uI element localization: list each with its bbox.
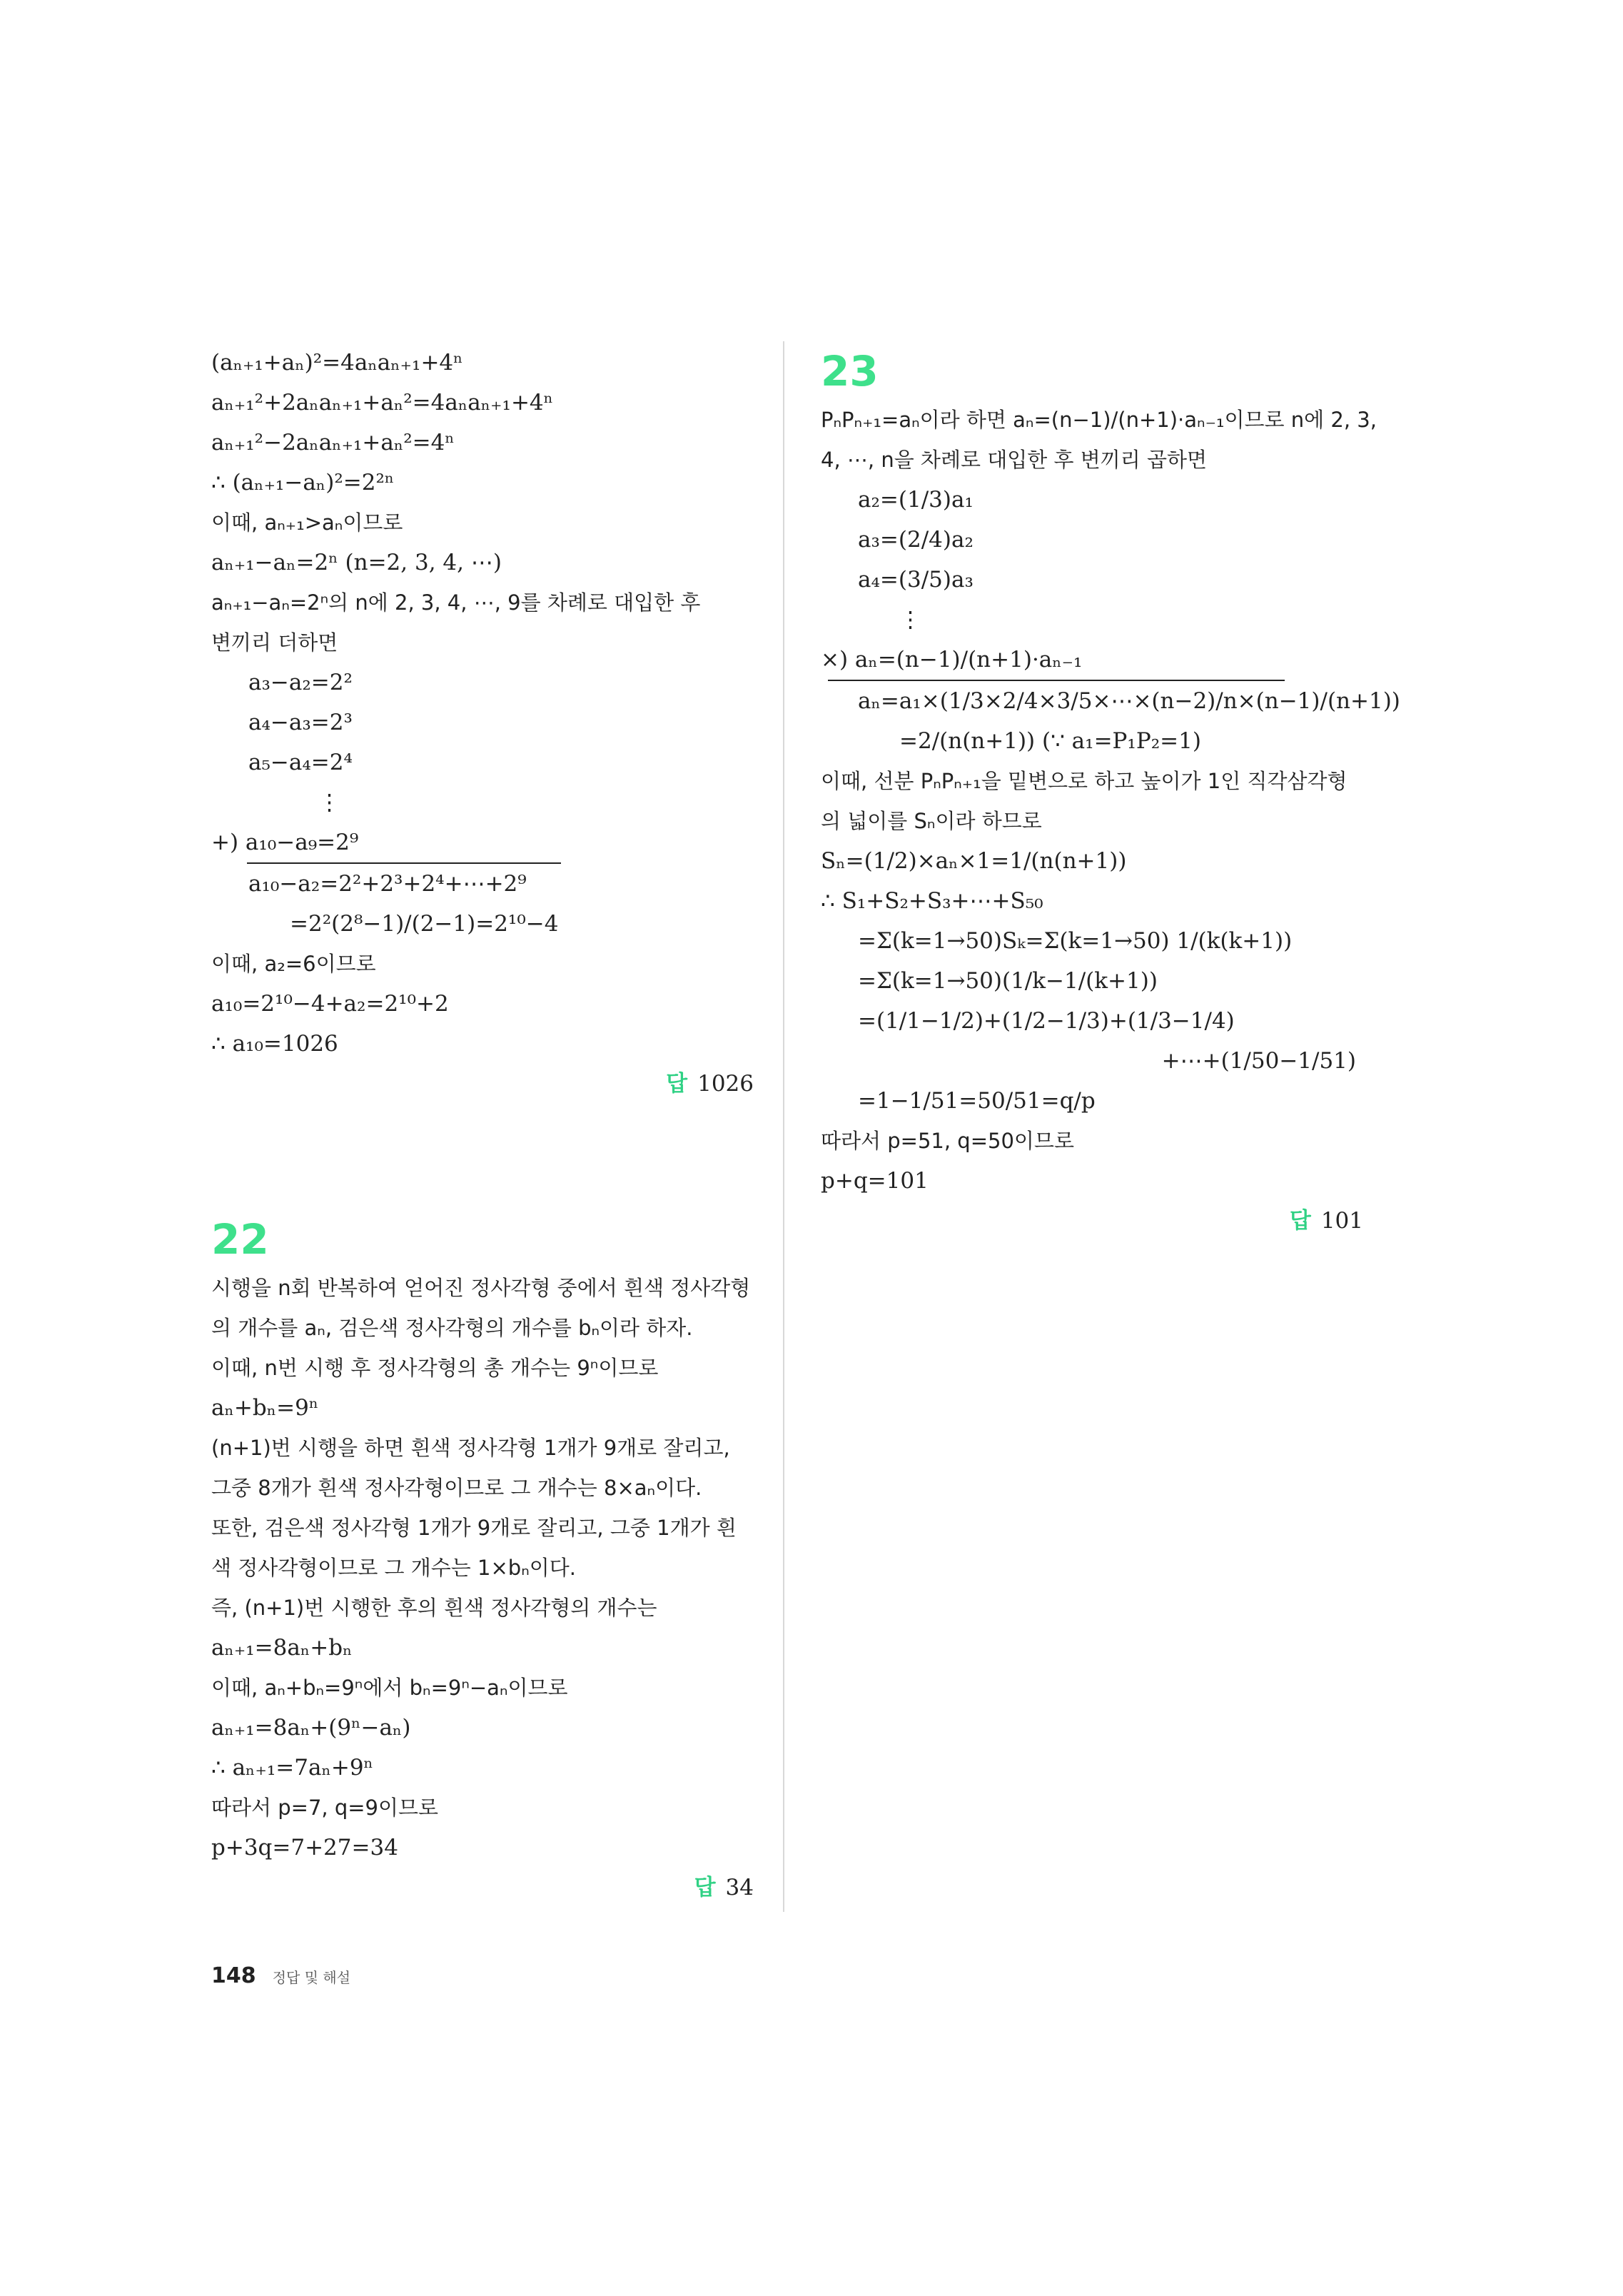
answer-value: 1026 [697, 1071, 754, 1097]
text-line: 4, ⋯, n을 차례로 대입한 후 변끼리 곱하면 [821, 448, 1207, 472]
vertical-ellipsis: ⋮ [318, 790, 340, 815]
eq-line: aₙ₊₁=8aₙ+(9ⁿ−aₙ) [211, 1715, 411, 1741]
eq-line-product: ×) aₙ=(n−1)/(n+1)·aₙ₋₁ [821, 647, 1083, 673]
eq-line: =2/(n(n+1)) (∵ a₁=P₁P₂=1) [899, 728, 1201, 754]
left-column [211, 343, 754, 1908]
eq-line: aₙ₊₁²+2aₙaₙ₊₁+aₙ²=4aₙaₙ₊₁+4ⁿ [211, 390, 554, 416]
answer-23 [821, 1201, 1363, 1241]
eq-line: ∴ (aₙ₊₁−aₙ)²=2²ⁿ [211, 470, 395, 495]
text-line: 따라서 p=51, q=50이므로 [821, 1129, 1074, 1153]
text-line: 그중 8개가 흰색 정사각형이므로 그 개수는 8×aₙ이다. [211, 1476, 702, 1500]
eq-line: ∴ aₙ₊₁=7aₙ+9ⁿ [211, 1755, 373, 1781]
text-line: 따라서 p=7, q=9이므로 [211, 1796, 439, 1820]
problem-number-22: 22 [211, 1215, 269, 1264]
eq-line: a₄=(3/5)a₃ [858, 567, 974, 593]
text-line: aₙ₊₁−aₙ=2ⁿ의 n에 2, 3, 4, ⋯, 9를 차례로 대입한 후 [211, 590, 701, 615]
problem-number-23: 23 [821, 347, 879, 396]
text-line: 이때, aₙ+bₙ=9ⁿ에서 bₙ=9ⁿ−aₙ이므로 [211, 1676, 568, 1700]
footer-title: 정답 및 해설 [272, 1969, 351, 1986]
text-line: 색 정사각형이므로 그 개수는 1×bₙ이다. [211, 1556, 577, 1580]
eq-line: +⋯+(1/50−1/51) [1161, 1048, 1356, 1074]
eq-line-sum: +) a₁₀−a₉=2⁹ [211, 830, 359, 855]
eq-line: a₅−a₄=2⁴ [248, 750, 353, 775]
answer-value: 34 [725, 1875, 754, 1900]
eq-line: ∴ a₁₀=1026 [211, 1031, 338, 1057]
vertical-ellipsis: ⋮ [899, 607, 921, 633]
answer-label: 답 [694, 1875, 716, 1900]
eq-line: a₃=(2/4)a₂ [858, 527, 974, 553]
right-column [821, 343, 1400, 1241]
answer-21 [211, 1064, 754, 1104]
eq-line: a₁₀−a₂=2²+2³+2⁴+⋯+2⁹ [248, 871, 527, 897]
eq-line: aₙ₊₁=8aₙ+bₙ [211, 1635, 353, 1661]
text-line: 시행을 n회 반복하여 얻어진 정사각형 중에서 흰색 정사각형 [211, 1276, 751, 1300]
text-line: 의 넓이를 Sₙ이라 하므로 [821, 809, 1042, 833]
eq-line: a₃−a₂=2² [248, 670, 353, 695]
eq-line: a₁₀=2¹⁰−4+a₂=2¹⁰+2 [211, 991, 449, 1017]
text-line: 이때, aₙ₊₁>aₙ이므로 [211, 510, 403, 535]
eq-line: (aₙ₊₁+aₙ)²=4aₙaₙ₊₁+4ⁿ [211, 350, 463, 376]
eq-line: a₂=(1/3)a₁ [858, 487, 974, 513]
text-line: 또한, 검은색 정사각형 1개가 9개로 잘리고, 그중 1개가 흰 [211, 1516, 737, 1540]
eq-line: =(1/1−1/2)+(1/2−1/3)+(1/3−1/4) [858, 1008, 1235, 1034]
eq-line: aₙ+bₙ=9ⁿ [211, 1395, 319, 1421]
eq-line: =Σ(k=1→50)Sₖ=Σ(k=1→50) 1/(k(k+1)) [858, 928, 1293, 954]
answer-value: 101 [1320, 1208, 1363, 1234]
eq-line: p+q=101 [821, 1168, 929, 1194]
column-divider [783, 341, 784, 1912]
text-line: 의 개수를 aₙ, 검은색 정사각형의 개수를 bₙ이라 하자. [211, 1316, 693, 1340]
eq-line: =1−1/51=50/51=q/p [858, 1088, 1096, 1114]
eq-line: =2²(2⁸−1)/(2−1)=2¹⁰−4 [290, 911, 559, 937]
text-line: 즉, (n+1)번 시행한 후의 흰색 정사각형의 개수는 [211, 1596, 657, 1620]
answer-22 [211, 1868, 754, 1908]
eq-line: =Σ(k=1→50)(1/k−1/(k+1)) [858, 968, 1158, 994]
eq-line: p+3q=7+27=34 [211, 1835, 398, 1861]
page-number: 148 [211, 1963, 256, 1988]
text-line: 이때, n번 시행 후 정사각형의 총 개수는 9ⁿ이므로 [211, 1356, 659, 1380]
eq-line: a₄−a₃=2³ [248, 710, 353, 735]
eq-line: aₙ₊₁−aₙ=2ⁿ (n=2, 3, 4, ⋯) [211, 550, 502, 575]
answer-label: 답 [1289, 1208, 1311, 1234]
eq-line: Sₙ=(1/2)×aₙ×1=1/(n(n+1)) [821, 848, 1127, 874]
text-line: (n+1)번 시행을 하면 흰색 정사각형 1개가 9개로 잘리고, [211, 1436, 730, 1460]
text-line: PₙPₙ₊₁=aₙ이라 하면 aₙ=(n−1)/(n+1)·aₙ₋₁이므로 n에 2, 3, [821, 408, 1377, 432]
answer-label: 답 [666, 1071, 688, 1097]
eq-line: aₙ₊₁²−2aₙaₙ₊₁+aₙ²=4ⁿ [211, 430, 455, 455]
text-line: 변끼리 더하면 [211, 630, 338, 655]
text-line: 이때, 선분 PₙPₙ₊₁을 밑변으로 하고 높이가 1인 직각삼각형 [821, 769, 1348, 793]
eq-line: aₙ=a₁×(1/3×2/4×3/5×⋯×(n−2)/n×(n−1)/(n+1)) [858, 688, 1400, 714]
eq-line: ∴ S₁+S₂+S₃+⋯+S₅₀ [821, 888, 1043, 914]
page-footer [211, 1963, 350, 1988]
text-line: 이때, a₂=6이므로 [211, 952, 376, 976]
